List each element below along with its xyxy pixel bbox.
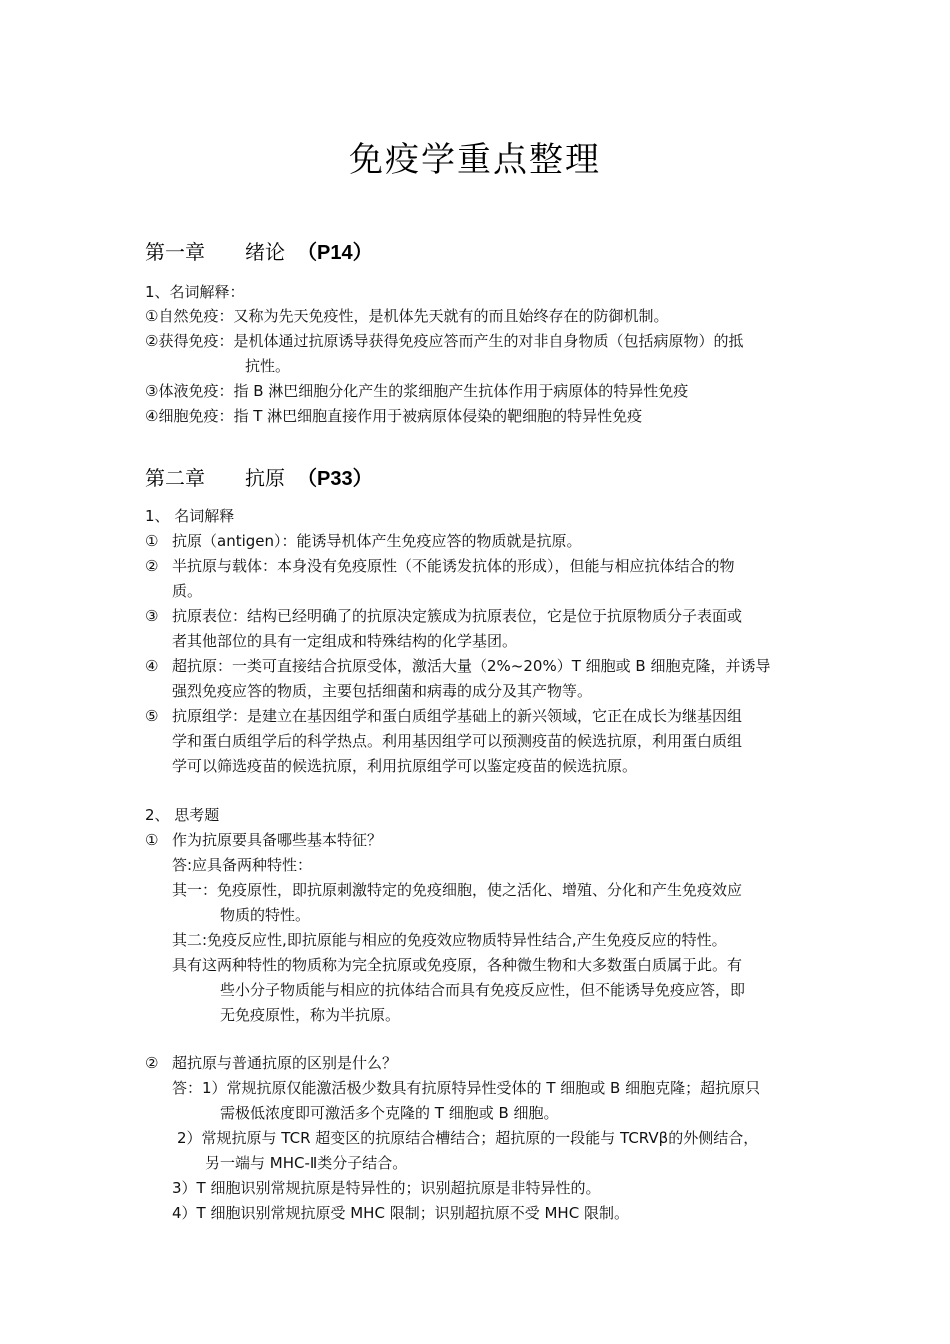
item-marker: ① [145,532,159,550]
chapter-2-page: （P33） [297,468,373,490]
chapter-2-label: 第二章 [145,466,205,490]
chapter-1-label: 第一章 [145,240,205,264]
answer-line: 答:应具备两种特性： [172,856,313,874]
item-marker: ① [145,831,159,849]
question-1: ① 作为抗原要具备哪些基本特征？ [145,831,383,849]
definition-line: 者其他部位的具有一定组成和特殊结构的化学基团。 [172,632,518,650]
definition-line: ② 半抗原与载体：本身没有免疫原性（不能诱发抗体的形成），但能与相应抗体结合的物 [145,557,735,575]
definition-line: 学和蛋白质组学后的科学热点。利用基因组学可以预测疫苗的候选抗原，利用蛋白质组 [172,732,743,750]
answer-line: 2）常规抗原与 TCR 超变区的抗原结合槽结合；超抗原的一段能与 TCRVβ的外侧结合， [177,1129,759,1147]
document-title: 免疫学重点整理 [349,140,601,180]
chapter-2-name: 抗原 [245,466,285,490]
ch1-line: ③体液免疫：指 B 淋巴细胞分化产生的浆细胞产生抗体作用于病原体的特异性免疫 [145,382,689,400]
chapter-1-name: 绪论 [245,240,285,264]
question-2: ② 超抗原与普通抗原的区别是什么？ [145,1054,398,1072]
chapter-1-page: （P14） [297,242,373,264]
answer-line: 需极低浓度即可激活多个克隆的 T 细胞或 B 细胞。 [220,1104,559,1122]
section-2-heading: 2、 思考题 [145,806,220,824]
ch1-line: 抗性。 [245,357,291,375]
ch1-line: 1、名词解释： [145,283,245,301]
answer-line: 具有这两种特性的物质称为完全抗原或免疫原，各种微生物和大多数蛋白质属于此。有 [172,956,743,974]
answer-line: 物质的特性。 [220,906,311,924]
item-marker: ⑤ [145,707,159,725]
answer-line: 答：1）常规抗原仅能激活极少数具有抗原特异性受体的 T 细胞或 B 细胞克隆；超抗原只 [172,1079,761,1097]
chapter-1-heading [145,236,373,265]
definition-line: 学可以筛选疫苗的候选抗原，利用抗原组学可以鉴定疫苗的候选抗原。 [172,757,638,775]
item-marker: ④ [145,657,159,675]
ch1-line: ①自然免疫：又称为先天免疫性，是机体先天就有的而且始终存在的防御机制。 [145,307,669,325]
answer-line: 些小分子物质能与相应的抗体结合而具有免疫反应性，但不能诱导免疫应答，即 [220,981,746,999]
definition-line: ④ 超抗原：一类可直接结合抗原受体，激活大量（2%~20%）T 细胞或 B 细胞克隆，并诱导 [145,657,771,675]
item-marker: ③ [145,607,159,625]
answer-line: 另一端与 MHC-Ⅱ类分子结合。 [205,1154,408,1172]
ch1-line: ④细胞免疫：指 T 淋巴细胞直接作用于被病原体侵染的靶细胞的特异性免疫 [145,407,643,425]
answer-line: 其二:免疫反应性,即抗原能与相应的免疫效应物质特异性结合,产生免疫反应的特性。 [172,931,727,949]
definition-line: ③ 抗原表位：结构已经明确了的抗原决定簇成为抗原表位，它是位于抗原物质分子表面或 [145,607,743,625]
ch1-line: ②获得免疫：是机体通过抗原诱导获得免疫应答而产生的对非自身物质（包括病原物）的抵 [145,332,744,350]
item-marker: ② [145,1054,159,1072]
item-marker: ② [145,557,159,575]
answer-line: 无免疫原性，称为半抗原。 [220,1006,401,1024]
definition-line: ⑤ 抗原组学：是建立在基因组学和蛋白质组学基础上的新兴领域，它正在成长为继基因组 [145,707,743,725]
answer-line: 3）T 细胞识别常规抗原是特异性的；识别超抗原是非特异性的。 [172,1179,601,1197]
chapter-2-heading [145,462,373,491]
answer-line: 其一：免疫原性，即抗原刺激特定的免疫细胞，使之活化、增殖、分化和产生免疫效应 [172,881,743,899]
definition-line: 强烈免疫应答的物质，主要包括细菌和病毒的成分及其产物等。 [172,682,593,700]
section-1-heading: 1、 名词解释 [145,507,235,525]
definition-line: 质。 [172,582,203,600]
answer-line: 4）T 细胞识别常规抗原受 MHC 限制；识别超抗原不受 MHC 限制。 [172,1204,629,1222]
definition-line: ① 抗原（antigen）：能诱导机体产生免疫应答的物质就是抗原。 [145,532,582,550]
